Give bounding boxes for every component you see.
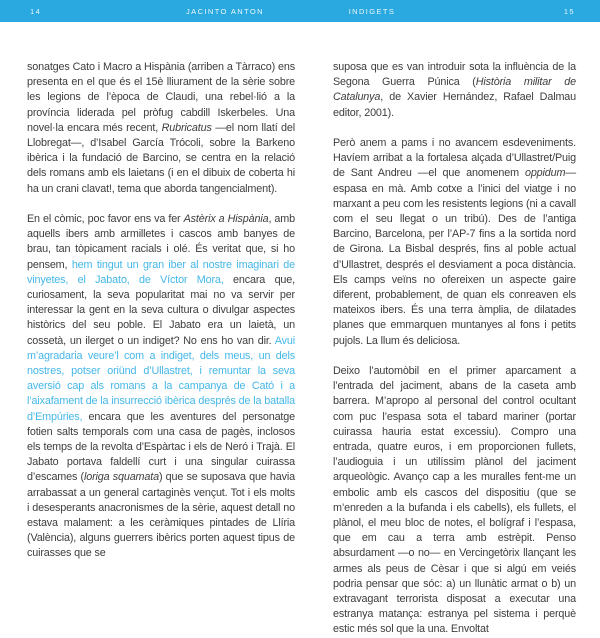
right-page-paragraph-2 bbox=[333, 136, 576, 349]
right-page-paragraph-1 bbox=[333, 60, 576, 121]
left-page-text bbox=[27, 60, 295, 562]
running-header-author: JACINTO ANTON bbox=[186, 7, 264, 16]
left-page-paragraph-2 bbox=[27, 212, 295, 562]
right-page-text bbox=[333, 60, 576, 638]
body-text: En el còmic, poc favor ens va fer bbox=[27, 213, 184, 226]
body-text: sonatges Cato i Macro a Hispània (arriben a Tàrraco) ens presenta en el que és el 15è lliurament de la sèrie sobre les legions de l’època de Claudi, una rebel·lió a la província liderada pel pròfug cabdill Iskerbeles. Una novel·la encara més recent, bbox=[27, 61, 295, 134]
left-page-number: 14 bbox=[30, 7, 42, 16]
body-text: suposa que es van introduir sota la influència de la Segona Guerra Púnica ( bbox=[333, 61, 576, 89]
body-text: , amb aquells ibers amb armilletes i cascos amb banyes de brau, tan tòpicament racials i olé. És veritat que, si ho pensem, bbox=[27, 213, 295, 271]
right-page-paragraph-3 bbox=[333, 364, 576, 638]
body-text: —el nom llatí del Llobregat—, d’Isabel García Trócoli, sobre la Barkeno ibèrica i la fundació de Barcino, se centra en la relació dels romans amb els laietans (i en el dibuix de coberta hi ha un crani clavat!, tema que aborda tangencialment). bbox=[27, 121, 296, 195]
italic-title: Astèrix a Hispània bbox=[183, 213, 269, 226]
body-text: encara que les aventures del personatge fotien salts temporals com una casa de pagès, inclosos els temps de la revolta d’Espàrtac i els de Neró i Trajà. El Jabato portava faldellí curt i una singular cuirassa d’escames ( bbox=[27, 410, 295, 484]
highlighted-phrase: hem tingut un gran iber al nostre imaginari de vinyetes, el Jabato, de Víctor Mora, bbox=[27, 258, 295, 286]
italic-title: loriga squamata bbox=[83, 471, 159, 484]
italic-title: Història militar de Catalunya bbox=[333, 76, 577, 104]
body-text: , de Xavier Hernández, Rafael Dalmau editor, 2001). bbox=[333, 91, 576, 119]
body-text: ) que se suposava que havia arrabassat a un general cartaginès vençut. Tot i els molts i desesperants anacronismes de la sèrie, aquest detall no estava malament: a les ceràmiques pintades de Llíria (València), alguns guerrers ibèrics porten aquest tipus de cuirasses que se bbox=[27, 471, 295, 560]
highlighted-phrase: Avui m’agradaria veure’l com a indiget, dels meus, un dels nostres, potser oriünd d’Ullastret, i remuntar la seva aversió cap als romans a la campanya de Cató i a l’aixafament de la insurrecció ibèrica després de la batalla d’Empúries, bbox=[27, 334, 295, 423]
body-text: Però anem a pams i no avancem esdeveniments. Havíem arribat a la fortalesa alçada d’Ullastret/Puig de Sant Andreu —el que anomenem bbox=[333, 137, 576, 180]
left-page-paragraph-1 bbox=[27, 60, 295, 197]
running-header-title: INDIGETS bbox=[348, 7, 396, 16]
body-text: encara que, curiosament, la seva popularitat mai no va servir per interessar la gent en la seva cultura o divulgar aspectes històrics del seu poble. El Jabato era un laietà, un cossetà, un ilerget o un indiget? No ens ho van dir. bbox=[27, 273, 295, 347]
body-text: — espasa en mà. Amb cotxe a l’inici del viatge i no marxant a peu com les resistents legions (ni a cavall com el seu llegat o un tribú). Des de l’antiga Barcino, Barcelona, per l’AP-7 fins a la sortida nord de Girona. La Bisbal després, fins al poble actual d’Ullastret, després el desviament a poca distància. Els camps veïns no ofereixen un aspecte gaire diferent, probablement, de quan els conreaven els mateixos ibers. És una terra àmplia, de dilatades planes que emmarquen muntanyes al fons i petits pujols. La llum és deliciosa. bbox=[333, 167, 576, 347]
body-text: Deixo l’automòbil en el primer aparcament a l’entrada del jaciment, abans de la caseta amb barrera. M’apropo al personal del control ocultant com puc l’espasa sota el tabard mariner (portar cuirassa hauria estat excessiu). Compro una entrada, quatre euros, i em proporcionen fullets, l’audioguia i un utilíssim plànol del jaciment arqueològic. Avanço cap a les muralles fent-me un embolic amb els cascos del dispositiu (que se m’enreden a la bufanda i els cabells), els fullets, el plànol, el meu bloc de notes, el bolígraf i l’espasa, que em cau a terra amb estrèpit. Penso absurdament —o no— en Vercingetòrix llançant les armes als peus de Cèsar i que si algú em veiés podria pensar que sóc: a) un llunàtic armat o b) un extravagant terrorista disposat a executar una estranya matança: estranya pel sistema i perquè estic més sol que la una. Envoltat bbox=[333, 365, 576, 636]
italic-title: Rubricatus bbox=[161, 121, 212, 134]
right-page-number: 15 bbox=[563, 7, 575, 16]
header-bar bbox=[0, 0, 600, 22]
italic-title: oppidum bbox=[524, 167, 566, 180]
